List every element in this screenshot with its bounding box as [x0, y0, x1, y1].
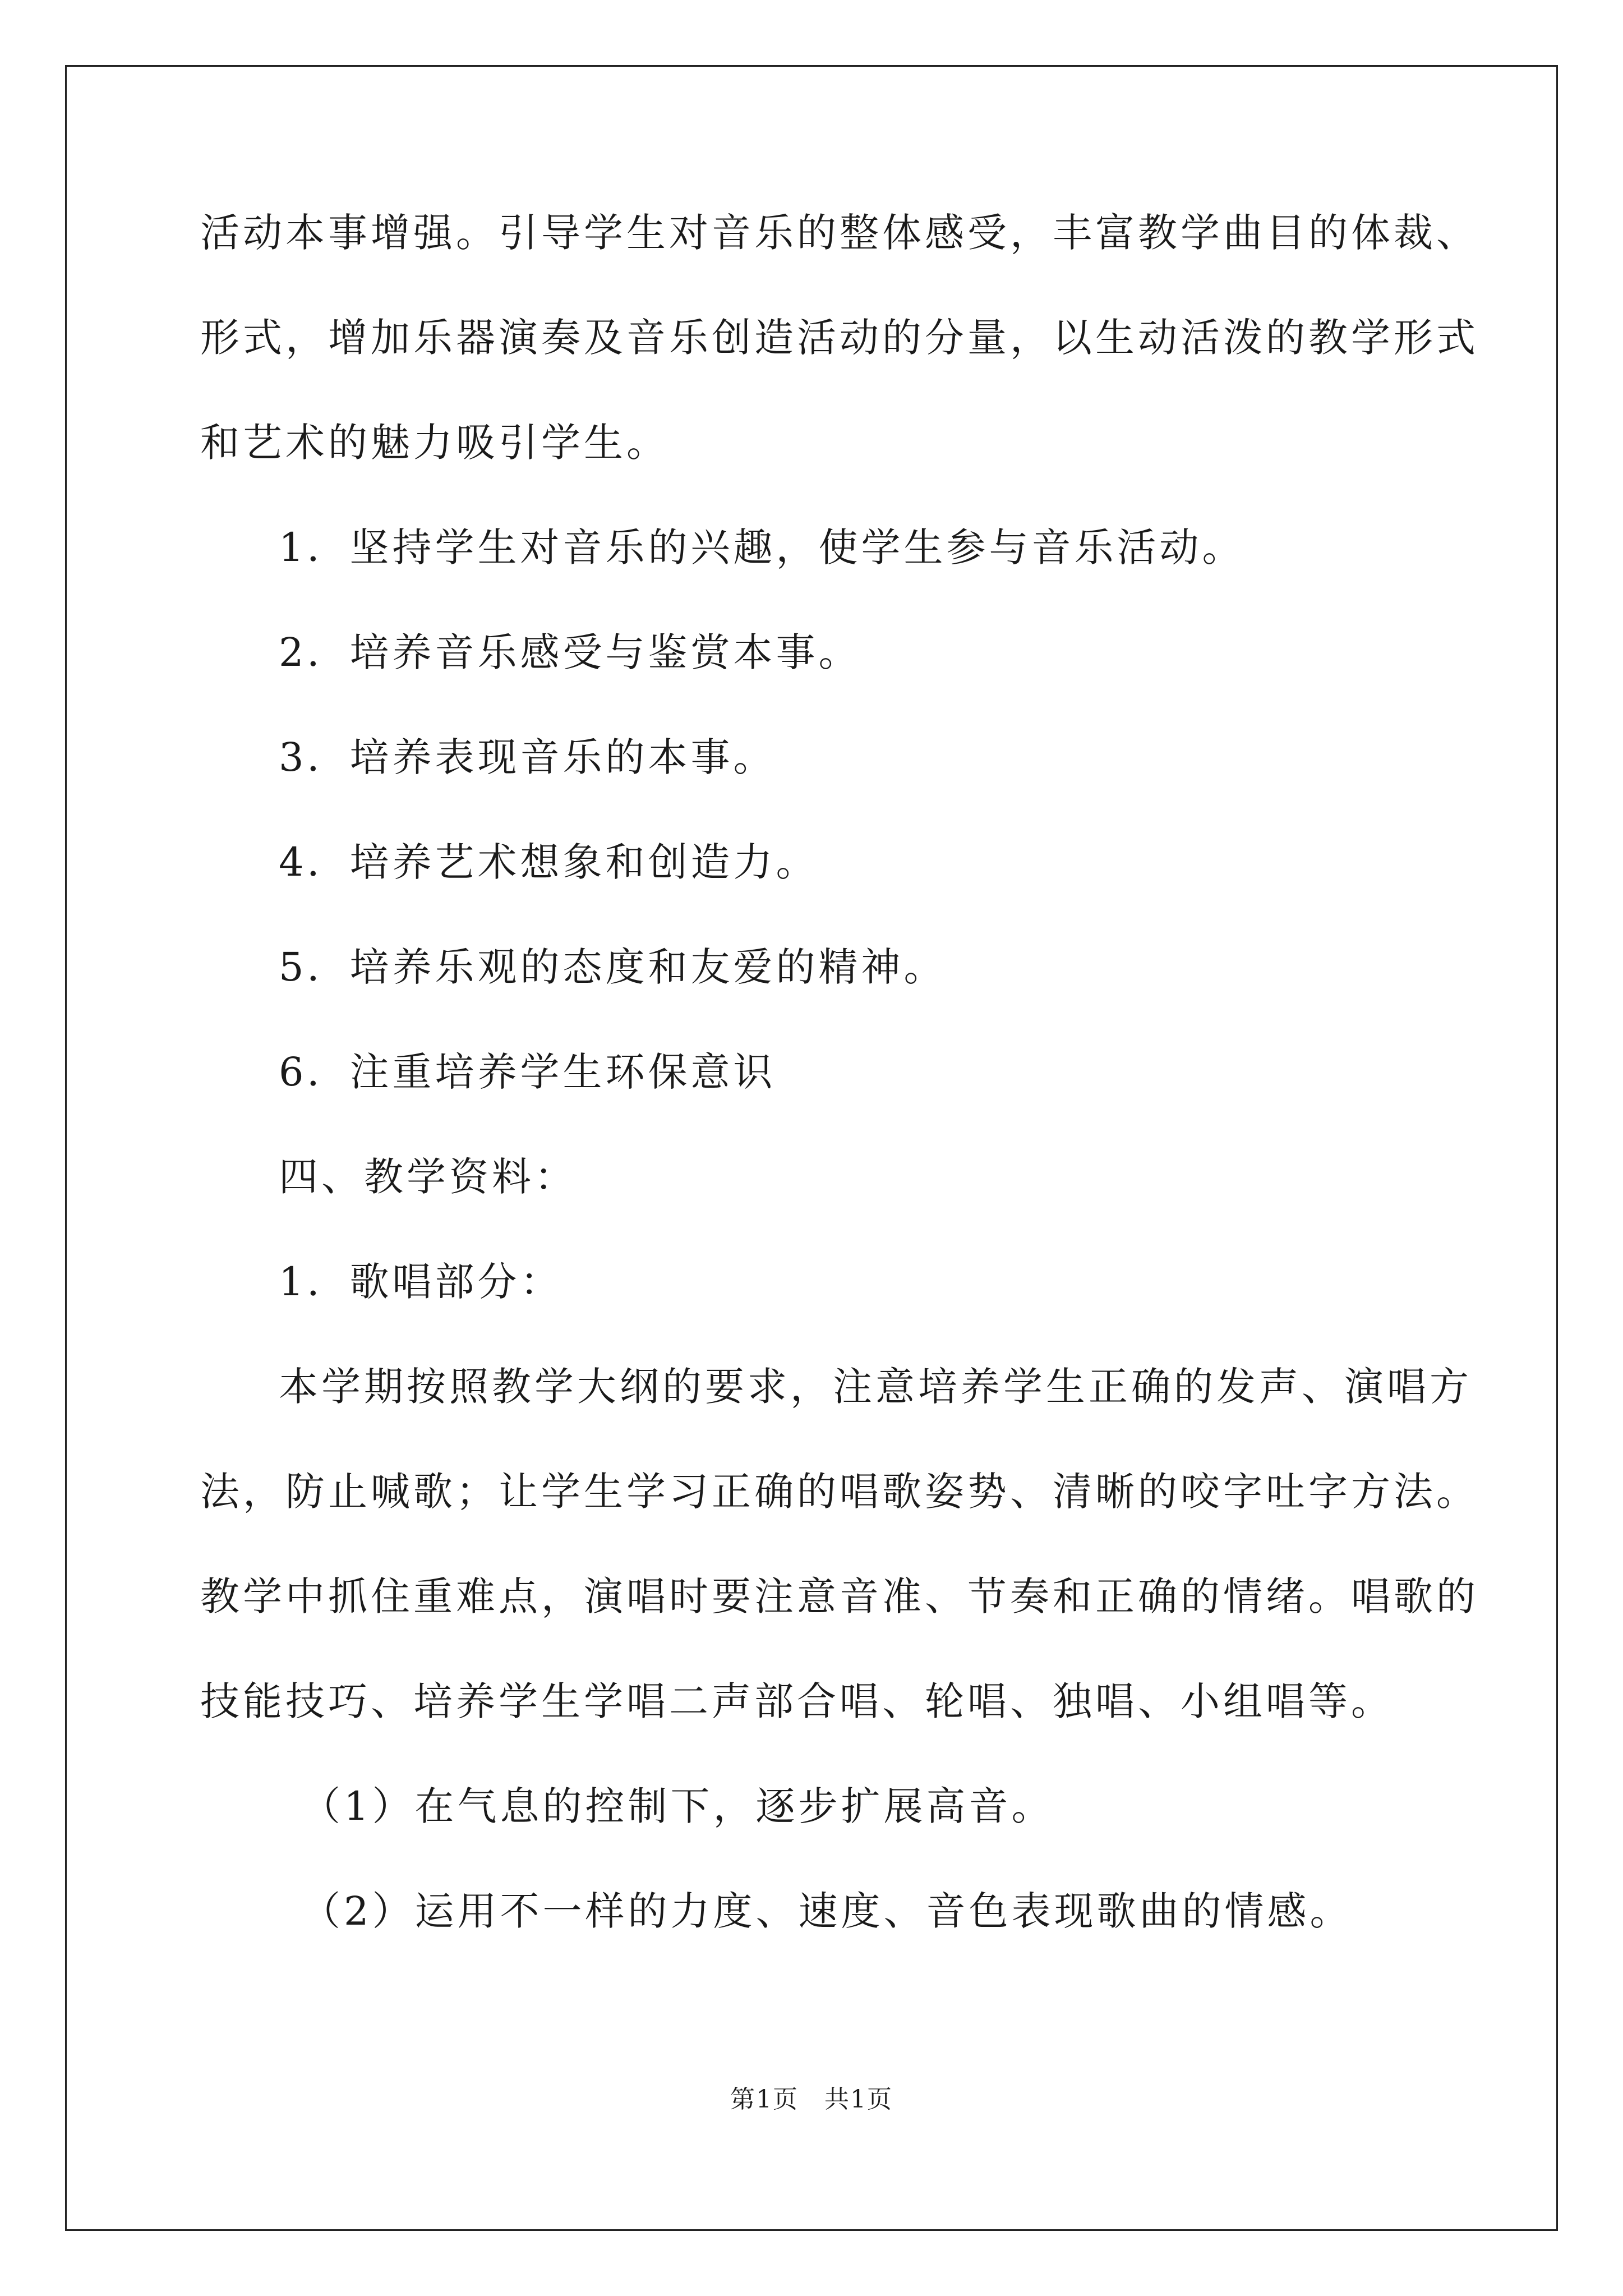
- list-item: 5．培养乐观的态度和友爱的精神。: [279, 944, 947, 990]
- paragraph-line: 活动本事增强。引导学生对音乐的整体感受，丰富教学曲目的体裁、: [200, 210, 1479, 256]
- section-heading: 四、教学资料：: [279, 1154, 577, 1200]
- subsection-heading: 1．歌唱部分：: [279, 1259, 563, 1305]
- paragraph-line: 法，防止喊歌；让学生学习正确的唱歌姿势、清晰的咬字吐字方法。: [200, 1469, 1479, 1515]
- list-item: （2）运用不一样的力度、速度、音色表现歌曲的情感。: [301, 1888, 1353, 1934]
- list-item: 1．坚持学生对音乐的兴趣，使学生参与音乐活动。: [279, 524, 1245, 570]
- paragraph-line: 技能技巧、培养学生学唱二声部合唱、轮唱、独唱、小组唱等。: [200, 1678, 1394, 1724]
- paragraph-line: 教学中抓住重难点，演唱时要注意音准、节奏和正确的情绪。唱歌的: [200, 1573, 1479, 1619]
- list-item: 2．培养音乐感受与鉴赏本事。: [279, 629, 861, 675]
- list-item: 4．培养艺术想象和创造力。: [279, 839, 819, 885]
- paragraph-line: 本学期按照教学大纲的要求，注意培养学生正确的发声、演唱方: [279, 1364, 1472, 1410]
- paragraph-line: 和艺术的魅力吸引学生。: [200, 420, 669, 466]
- list-item: 6．注重培养学生环保意识: [279, 1049, 776, 1095]
- page-number: 第1页 共1页: [730, 2085, 893, 2114]
- list-item: （1）在气息的控制下，逐步扩展高音。: [301, 1783, 1054, 1829]
- paragraph-line: 形式，增加乐器演奏及音乐创造活动的分量，以生动活泼的教学形式: [200, 315, 1479, 361]
- document-body: [200, 210, 1479, 1996]
- list-item: 3．培养表现音乐的本事。: [279, 734, 776, 780]
